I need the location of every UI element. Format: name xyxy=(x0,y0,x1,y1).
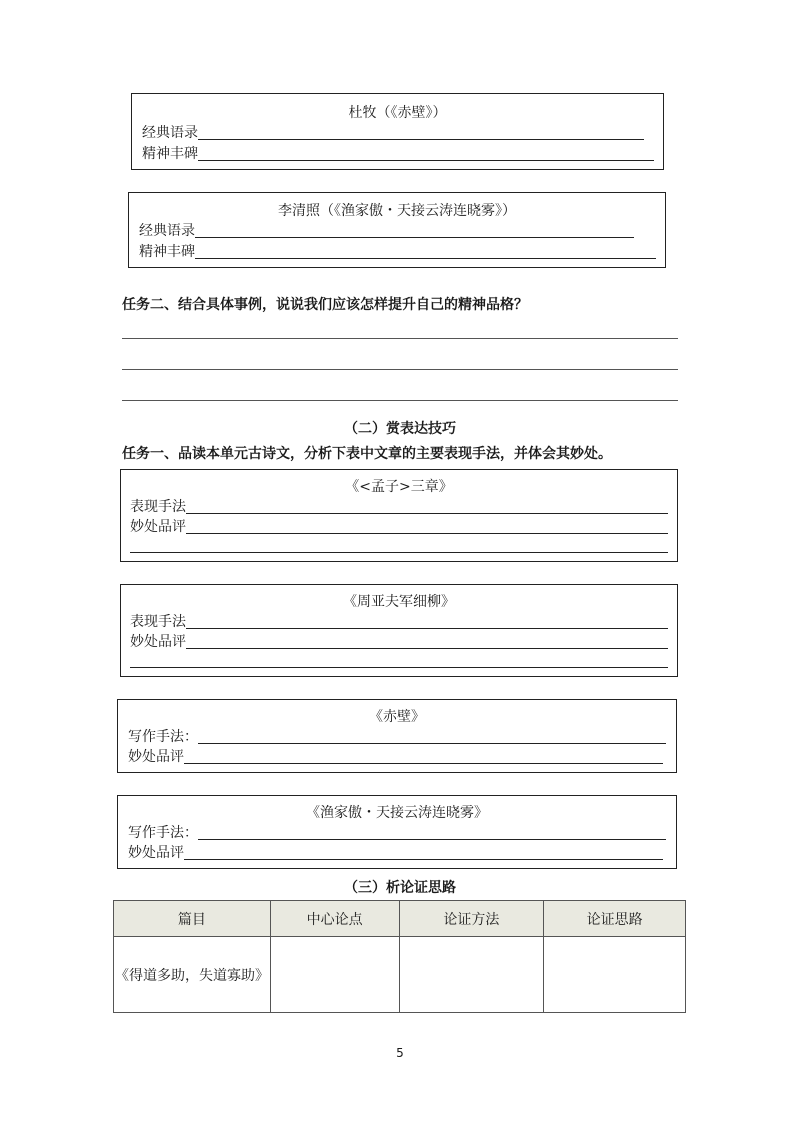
answer-box-zhouyafu xyxy=(120,584,678,677)
task2-heading: 任务二、结合具体事例，说说我们应该怎样提升自己的精神品格？ xyxy=(122,297,528,313)
row-label: 妙处品评 xyxy=(128,845,184,861)
extra-answer-line[interactable] xyxy=(130,552,668,553)
comment-row xyxy=(130,631,668,651)
quote-answer-line[interactable] xyxy=(195,223,634,238)
task2-answer-line-2[interactable] xyxy=(122,369,678,370)
row-label: 写作手法： xyxy=(128,729,198,745)
technique-answer-line[interactable] xyxy=(186,499,668,514)
box-title: 《<孟子>三章》 xyxy=(345,479,453,495)
task2-answer-line-1[interactable] xyxy=(122,338,678,339)
comment-row xyxy=(128,746,663,766)
answer-box-liqingzhao xyxy=(128,192,666,268)
column-header-title: 篇目 xyxy=(114,901,271,937)
row-label: 表现手法 xyxy=(130,499,186,515)
comment-answer-line[interactable] xyxy=(186,634,668,649)
column-header-thesis: 中心论点 xyxy=(270,901,399,937)
section2-heading: （二）赏表达技巧 xyxy=(344,421,456,437)
row-label: 精神丰碑 xyxy=(139,244,195,260)
technique-row xyxy=(128,726,666,746)
quote-row xyxy=(139,220,634,240)
answer-box-yujiaao xyxy=(117,795,677,869)
section3-heading: （三）析论证思路 xyxy=(344,880,456,896)
argument-analysis-table xyxy=(113,900,686,1013)
box-title: 李清照（《渔家傲・天接云涛连晓雾》） xyxy=(278,203,516,219)
technique-answer-line[interactable] xyxy=(198,825,666,840)
table-header-row xyxy=(114,901,686,937)
quote-answer-line[interactable] xyxy=(198,125,644,140)
quote-row xyxy=(142,122,644,142)
technique-row xyxy=(130,611,668,631)
row-label: 妙处品评 xyxy=(130,519,186,535)
box-title: 《周亚夫军细柳》 xyxy=(343,594,455,610)
answer-box-dumu xyxy=(131,93,664,170)
answer-box-chibi xyxy=(117,699,677,773)
cell-thesis-input[interactable] xyxy=(270,937,399,1013)
spirit-row xyxy=(139,241,656,261)
box-title: 《赤壁》 xyxy=(369,709,425,725)
row-label: 精神丰碑 xyxy=(142,146,198,162)
comment-answer-line[interactable] xyxy=(184,845,663,860)
comment-answer-line[interactable] xyxy=(184,749,663,764)
technique-row xyxy=(128,822,666,842)
answer-box-mengzi xyxy=(120,469,678,562)
page-number: 5 xyxy=(396,1046,404,1060)
box-title: 杜牧（《赤壁》） xyxy=(348,105,447,121)
row-label: 写作手法： xyxy=(128,825,198,841)
box-title: 《渔家傲・天接云涛连晓雾》 xyxy=(306,805,488,821)
column-header-method: 论证方法 xyxy=(399,901,544,937)
row-label: 妙处品评 xyxy=(128,749,184,765)
row-label: 妙处品评 xyxy=(130,634,186,650)
task2-answer-line-3[interactable] xyxy=(122,400,678,401)
extra-answer-line[interactable] xyxy=(130,667,668,668)
spirit-answer-line[interactable] xyxy=(195,244,656,259)
row-label: 经典语录 xyxy=(142,125,198,141)
spirit-answer-line[interactable] xyxy=(198,146,654,161)
cell-title: 《得道多助，失道寡助》 xyxy=(114,937,271,1013)
technique-row xyxy=(130,496,668,516)
section2-task1: 任务一、品读本单元古诗文，分析下表中文章的主要表现手法，并体会其妙处。 xyxy=(122,446,612,462)
comment-row xyxy=(128,842,663,862)
cell-reasoning-input[interactable] xyxy=(544,937,686,1013)
column-header-reasoning: 论证思路 xyxy=(544,901,686,937)
comment-row xyxy=(130,516,668,536)
table-row xyxy=(114,937,686,1013)
row-label: 经典语录 xyxy=(139,223,195,239)
technique-answer-line[interactable] xyxy=(186,614,668,629)
comment-answer-line[interactable] xyxy=(186,519,668,534)
row-label: 表现手法 xyxy=(130,614,186,630)
technique-answer-line[interactable] xyxy=(198,729,666,744)
spirit-row xyxy=(142,143,654,163)
cell-method-input[interactable] xyxy=(399,937,544,1013)
